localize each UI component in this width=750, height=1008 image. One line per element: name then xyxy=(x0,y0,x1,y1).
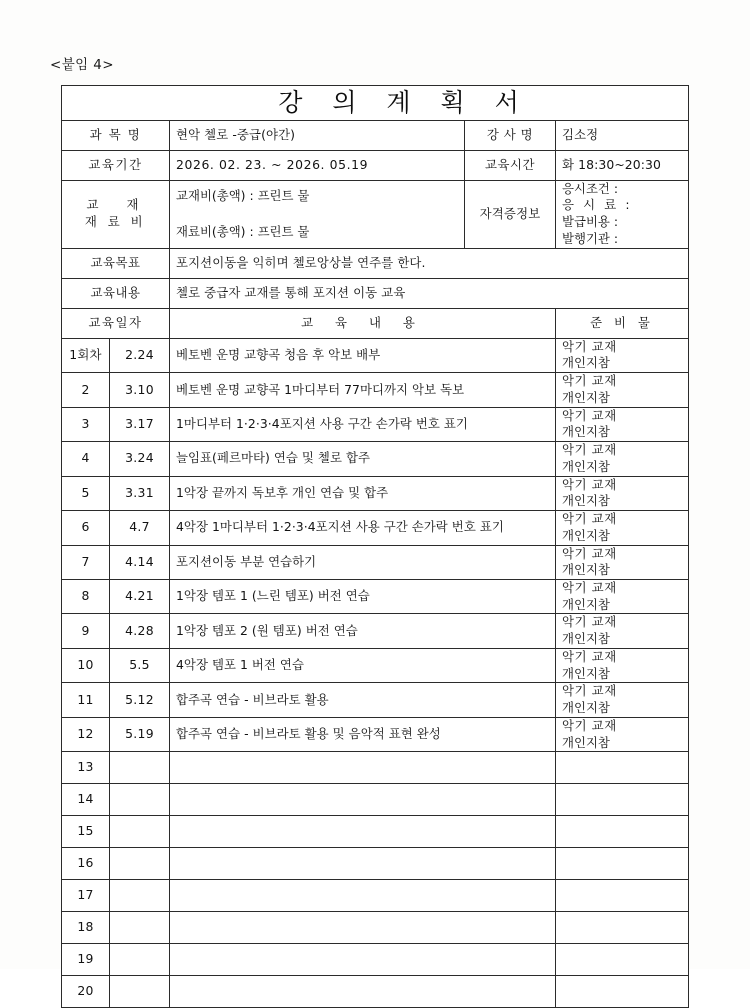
session-date xyxy=(110,880,170,912)
goal-label: 교육목표 xyxy=(62,248,170,278)
schedule-header-row xyxy=(62,308,689,338)
table-row xyxy=(62,944,689,976)
prep-line-2: 개인지참 xyxy=(562,458,610,474)
session-number: 20 xyxy=(62,976,110,1008)
prep-line-1: 악기 교재 xyxy=(562,717,617,733)
table-row xyxy=(62,784,689,816)
prep-line-1: 악기 교재 xyxy=(562,683,617,699)
session-number: 14 xyxy=(62,784,110,816)
prep-line-1: 악기 교재 xyxy=(562,545,617,561)
instructor-value: 김소정 xyxy=(556,120,689,150)
table-row xyxy=(62,880,689,912)
session-preparation xyxy=(556,683,689,717)
schedule-prep-header: 준 비 물 xyxy=(556,308,689,338)
cert-issue-cost: 발급비용 : xyxy=(562,214,618,230)
period-value: 2026. 02. 23. ~ 2026. 05.19 xyxy=(170,150,465,180)
session-number: 16 xyxy=(62,848,110,880)
session-number: 17 xyxy=(62,880,110,912)
session-number: 2 xyxy=(62,373,110,407)
prep-line-2: 개인지참 xyxy=(562,493,610,509)
subject-label: 과 목 명 xyxy=(62,120,170,150)
table-row xyxy=(62,442,689,476)
session-description: 1악장 끝까지 독보후 개인 연습 및 합주 xyxy=(170,476,556,510)
prep-line-2: 개인지참 xyxy=(562,665,610,681)
table-row xyxy=(62,848,689,880)
session-date xyxy=(110,752,170,784)
prep-line-2: 개인지참 xyxy=(562,562,610,578)
session-preparation xyxy=(556,976,689,1008)
session-description xyxy=(170,944,556,976)
session-preparation xyxy=(556,784,689,816)
prep-line-2: 개인지참 xyxy=(562,596,610,612)
fee-label-line1: 교 재 xyxy=(86,197,151,213)
table-row xyxy=(62,338,689,372)
session-preparation xyxy=(556,912,689,944)
session-description xyxy=(170,912,556,944)
prep-line-1: 악기 교재 xyxy=(562,407,617,423)
table-row xyxy=(62,579,689,613)
session-number: 9 xyxy=(62,614,110,648)
table-row xyxy=(62,407,689,441)
content-value: 첼로 중급자 교재를 통해 포지션 이동 교육 xyxy=(170,278,689,308)
goal-row xyxy=(62,248,689,278)
table-row xyxy=(62,976,689,1008)
material-fee: 재료비(총액) : 프린트 물 xyxy=(176,223,310,239)
session-number: 11 xyxy=(62,683,110,717)
session-description xyxy=(170,816,556,848)
session-date: 3.31 xyxy=(110,476,170,510)
session-preparation xyxy=(556,373,689,407)
schedule-content-header: 교 육 내 용 xyxy=(170,308,556,338)
time-value: 화 18:30~20:30 xyxy=(556,150,689,180)
session-preparation xyxy=(556,880,689,912)
content-label: 교육내용 xyxy=(62,278,170,308)
fee-certificate-row xyxy=(62,180,689,248)
table-row xyxy=(62,373,689,407)
table-row xyxy=(62,912,689,944)
prep-line-1: 악기 교재 xyxy=(562,648,617,664)
session-description: 4악장 템포 1 버전 연습 xyxy=(170,648,556,682)
session-description: 1마디부터 1·2·3·4포지션 사용 구간 손가락 번호 표기 xyxy=(170,407,556,441)
table-row xyxy=(62,717,689,751)
session-date xyxy=(110,944,170,976)
prep-line-2: 개인지참 xyxy=(562,631,610,647)
session-description: 4악장 1마디부터 1·2·3·4포지션 사용 구간 손가락 번호 표기 xyxy=(170,511,556,545)
fee-values xyxy=(170,180,465,248)
cert-condition: 응시조건 : xyxy=(562,180,618,196)
prep-line-1: 악기 교재 xyxy=(562,511,617,527)
prep-line-2: 개인지참 xyxy=(562,389,610,405)
prep-line-1: 악기 교재 xyxy=(562,442,617,458)
session-description: 포지션이동 부분 연습하기 xyxy=(170,545,556,579)
session-number: 1회차 xyxy=(62,338,110,372)
session-preparation xyxy=(556,545,689,579)
session-number: 6 xyxy=(62,511,110,545)
prep-line-2: 개인지참 xyxy=(562,734,610,750)
instructor-label: 강 사 명 xyxy=(465,120,556,150)
session-date xyxy=(110,848,170,880)
session-number: 7 xyxy=(62,545,110,579)
prep-line-1: 악기 교재 xyxy=(562,338,617,354)
session-preparation xyxy=(556,407,689,441)
table-row xyxy=(62,545,689,579)
title-cell xyxy=(62,86,689,121)
subject-instructor-row xyxy=(62,120,689,150)
session-preparation xyxy=(556,717,689,751)
session-preparation xyxy=(556,848,689,880)
session-number: 19 xyxy=(62,944,110,976)
prep-line-1: 악기 교재 xyxy=(562,614,617,630)
session-description xyxy=(170,752,556,784)
session-description: 합주곡 연습 - 비브라토 활용 xyxy=(170,683,556,717)
prep-line-2: 개인지참 xyxy=(562,700,610,716)
session-date: 3.17 xyxy=(110,407,170,441)
session-description xyxy=(170,880,556,912)
fee-label xyxy=(62,180,170,248)
time-label: 교육시간 xyxy=(465,150,556,180)
session-description xyxy=(170,784,556,816)
schedule-date-header: 교육일자 xyxy=(62,308,170,338)
prep-line-1: 악기 교재 xyxy=(562,373,617,389)
cert-exam-fee: 응 시 료 : xyxy=(562,197,633,213)
prep-line-1: 악기 교재 xyxy=(562,476,617,492)
table-row xyxy=(62,683,689,717)
session-date xyxy=(110,816,170,848)
session-preparation xyxy=(556,338,689,372)
table-row xyxy=(62,511,689,545)
certificate-details xyxy=(556,180,689,248)
certificate-label: 자격증정보 xyxy=(465,180,556,248)
title-row xyxy=(62,86,689,121)
session-number: 15 xyxy=(62,816,110,848)
cert-issuer: 발행기관 : xyxy=(562,230,618,246)
session-date xyxy=(110,976,170,1008)
session-description: 합주곡 연습 - 비브라토 활용 및 음악적 표현 완성 xyxy=(170,717,556,751)
table-row xyxy=(62,752,689,784)
period-label: 교육기간 xyxy=(62,150,170,180)
table-row xyxy=(62,648,689,682)
session-number: 8 xyxy=(62,579,110,613)
session-description xyxy=(170,848,556,880)
session-date: 3.24 xyxy=(110,442,170,476)
session-preparation xyxy=(556,442,689,476)
prep-line-2: 개인지참 xyxy=(562,355,610,371)
session-date: 2.24 xyxy=(110,338,170,372)
page-title: 강 의 계 획 서 xyxy=(278,88,530,117)
session-preparation xyxy=(556,511,689,545)
prep-line-2: 개인지참 xyxy=(562,424,610,440)
session-date: 3.10 xyxy=(110,373,170,407)
session-preparation xyxy=(556,944,689,976)
session-date: 4.21 xyxy=(110,579,170,613)
attachment-tag: <붙임 4> xyxy=(50,57,114,73)
session-preparation xyxy=(556,476,689,510)
session-number: 18 xyxy=(62,912,110,944)
session-preparation xyxy=(556,816,689,848)
session-date xyxy=(110,912,170,944)
session-preparation xyxy=(556,614,689,648)
session-preparation xyxy=(556,752,689,784)
session-description: 1악장 템포 1 (느린 템포) 버전 연습 xyxy=(170,579,556,613)
content-row xyxy=(62,278,689,308)
session-number: 5 xyxy=(62,476,110,510)
session-date: 4.14 xyxy=(110,545,170,579)
lecture-plan-table xyxy=(61,85,689,1008)
session-number: 3 xyxy=(62,407,110,441)
period-time-row xyxy=(62,150,689,180)
session-description: 베토벤 운명 교향곡 1마디부터 77마디까지 악보 독보 xyxy=(170,373,556,407)
session-number: 10 xyxy=(62,648,110,682)
session-number: 13 xyxy=(62,752,110,784)
session-date: 5.19 xyxy=(110,717,170,751)
session-number: 4 xyxy=(62,442,110,476)
table-row xyxy=(62,614,689,648)
textbook-fee: 교재비(총액) : 프린트 물 xyxy=(176,187,310,203)
session-date: 4.7 xyxy=(110,511,170,545)
session-description: 1악장 템포 2 (원 템포) 버전 연습 xyxy=(170,614,556,648)
session-preparation xyxy=(556,648,689,682)
table-row xyxy=(62,476,689,510)
session-description: 늘임표(페르마타) 연습 및 첼로 합주 xyxy=(170,442,556,476)
session-description xyxy=(170,976,556,1008)
table-row xyxy=(62,816,689,848)
session-date: 5.12 xyxy=(110,683,170,717)
subject-value: 현악 첼로 -중급(야간) xyxy=(170,120,465,150)
prep-line-1: 악기 교재 xyxy=(562,579,617,595)
prep-line-2: 개인지참 xyxy=(562,527,610,543)
session-date: 4.28 xyxy=(110,614,170,648)
session-date: 5.5 xyxy=(110,648,170,682)
fee-label-line2: 재 료 비 xyxy=(84,214,147,230)
session-number: 12 xyxy=(62,717,110,751)
session-description: 베토벤 운명 교향곡 청음 후 악보 배부 xyxy=(170,338,556,372)
session-preparation xyxy=(556,579,689,613)
session-date xyxy=(110,784,170,816)
goal-value: 포지션이동을 익히며 첼로앙상블 연주를 한다. xyxy=(170,248,689,278)
